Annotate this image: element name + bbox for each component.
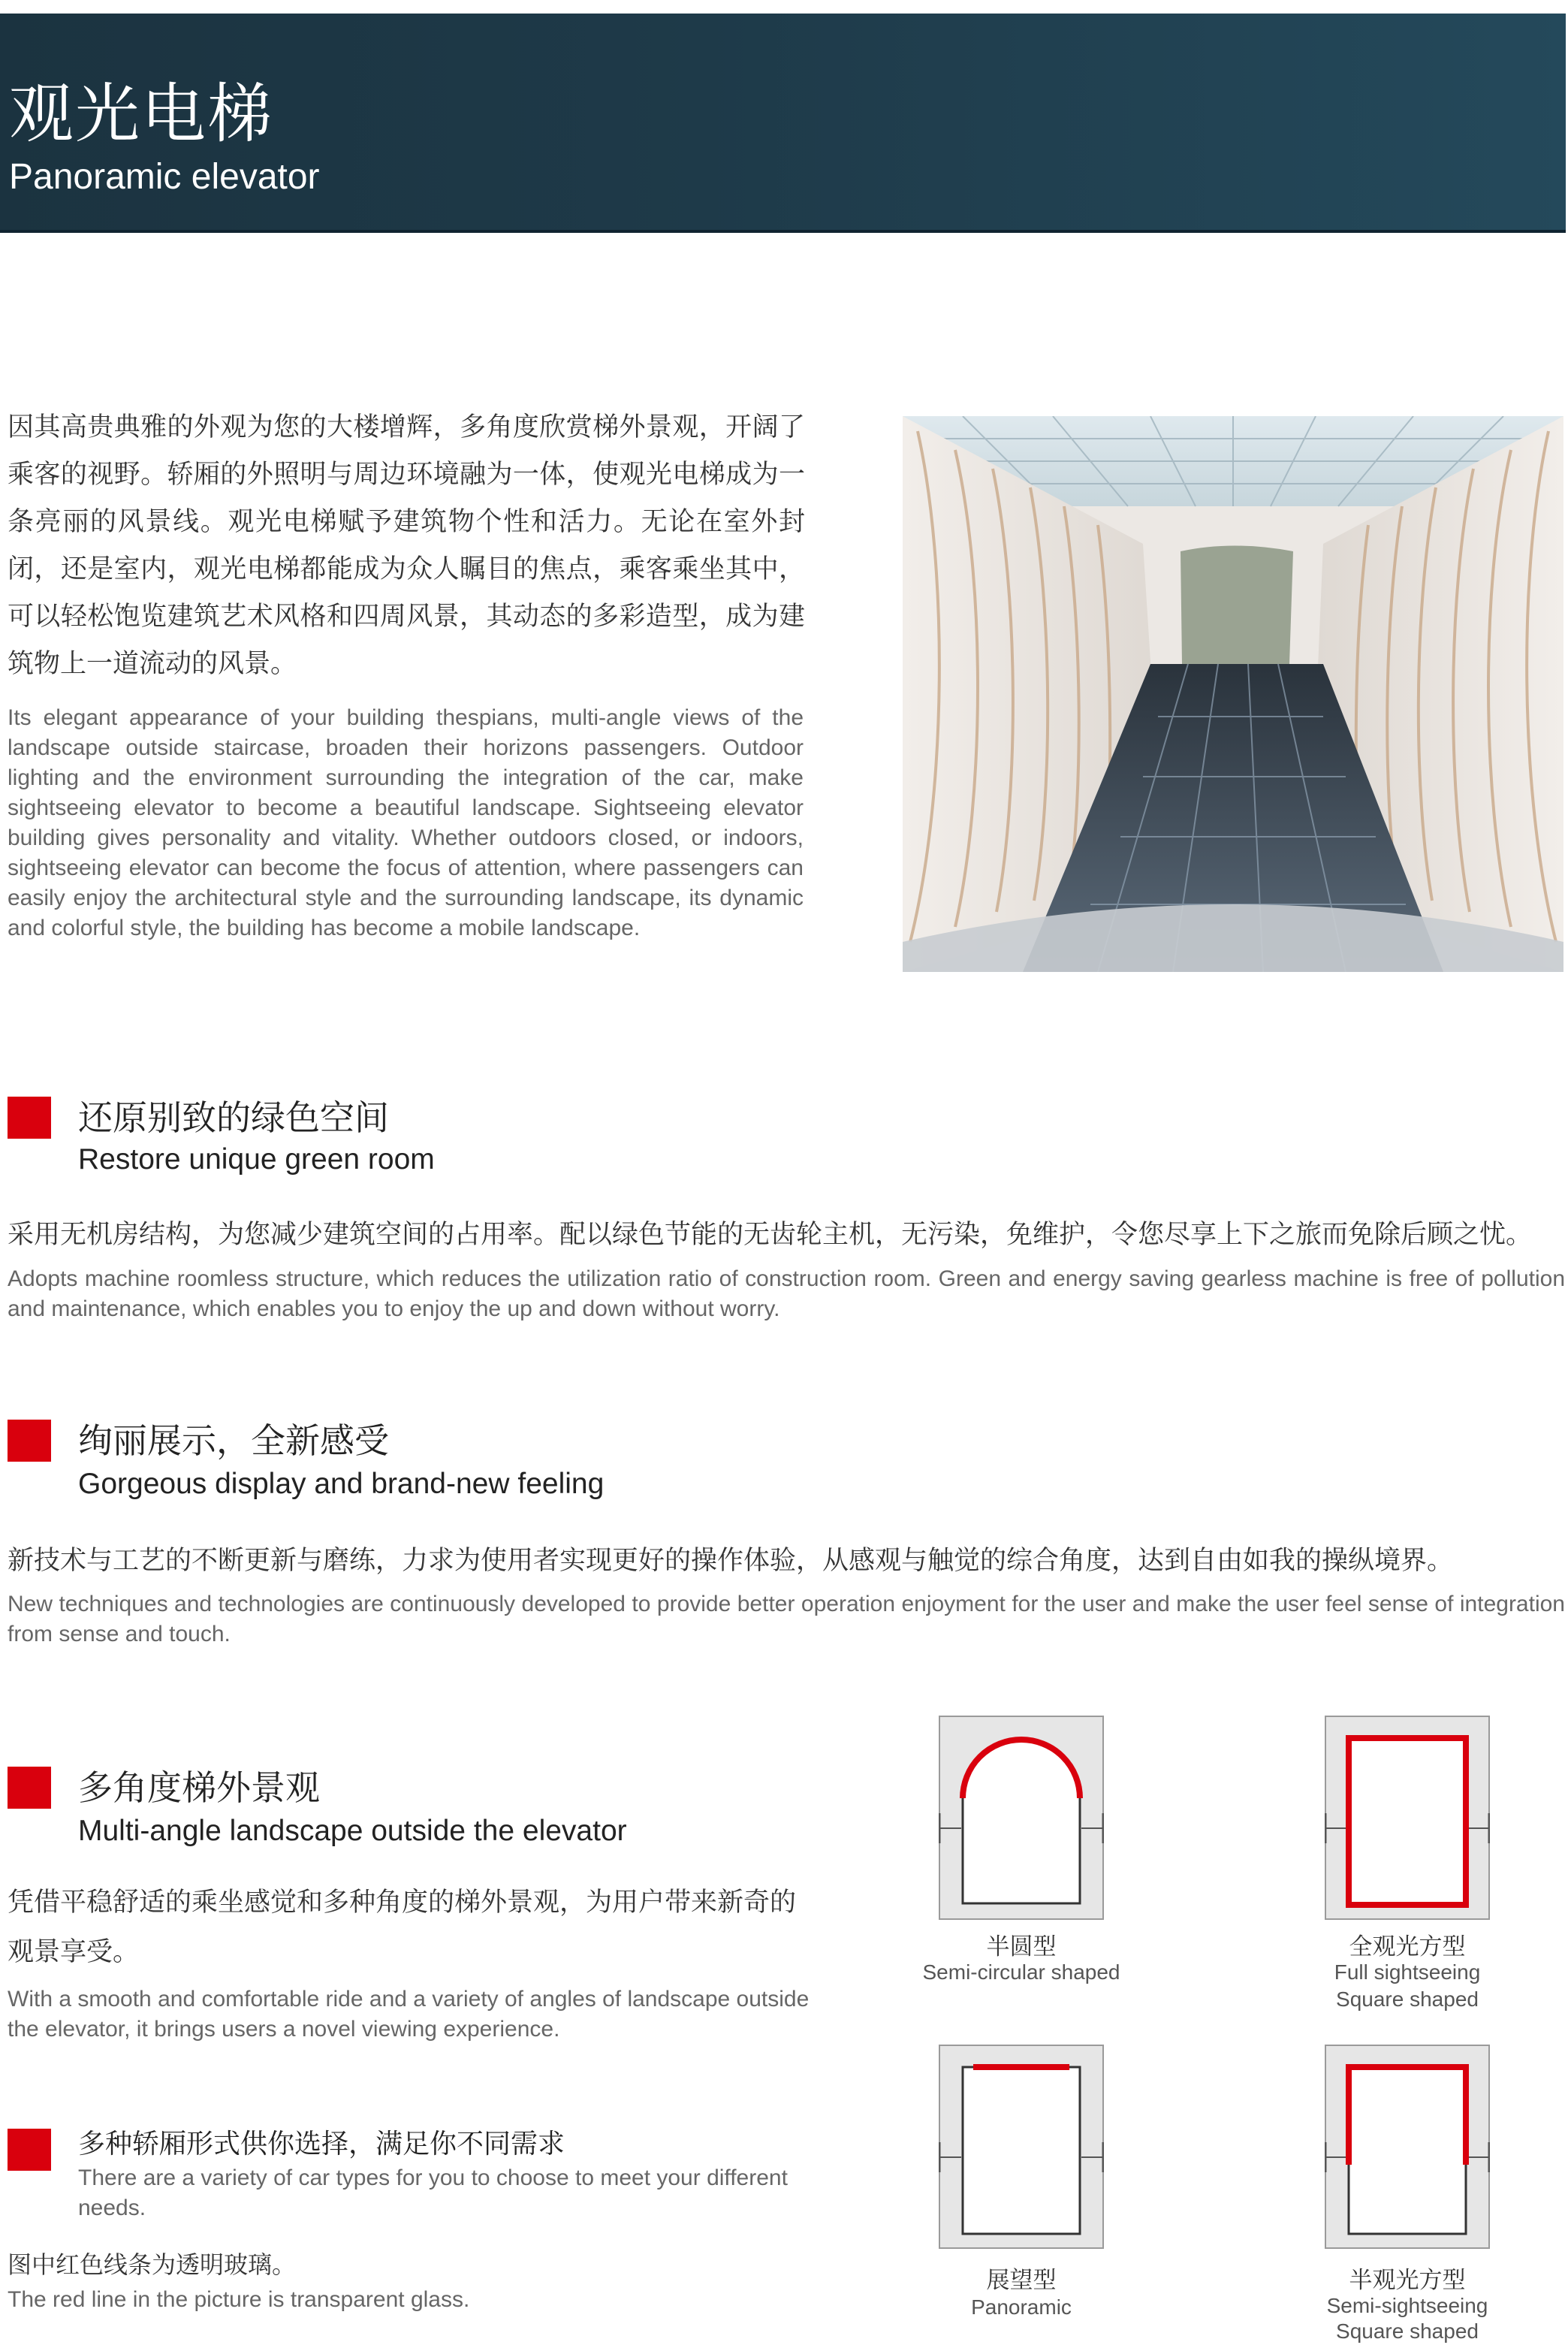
section-marker — [8, 1097, 51, 1139]
car-type-label-cn: 半圆型 — [986, 1933, 1057, 1960]
intro-text-en: Its elegant appearance of your building thespians, multi-angle views of the landscape outside staircase, broaden their horizons passengers. Outdoor lighting and the environment surrounding the integration of the car, make sightseeing elevator to become a beautiful landscape. Sightseeing elevator building gives personality and vitality. Whether outdoors closed, or indoors, sightseeing elevator can become the focus of attention, where passengers can easily enjoy the architectural style and the surrounding landscape, its dynamic and colorful style, the building has become a mobile landscape. — [8, 705, 804, 940]
section-title-cn: 多角度梯外景观 — [78, 1767, 320, 1808]
note-en: The red line in the picture is transparent glass. — [8, 2287, 470, 2312]
car-type-label-en: Semi-sightseeing — [1326, 2294, 1488, 2317]
car-type-label-cn: 半观光方型 — [1349, 2267, 1466, 2294]
section-body-cn: 新技术与工艺的不断更新与磨练，力求为使用者实现更好的操作体验，从感观与触觉的综合角度，达到自由如我的操纵境界。 — [8, 1546, 1454, 1576]
section-marker — [8, 1767, 51, 1809]
car-type-label-en-2: Square shaped — [1336, 2319, 1479, 2343]
section-body-cn: 采用无机房结构，为您减少建筑空间的占用率。配以绿色节能的无齿轮主机，无污染，免维护，令您尽享上下之旅而免除后顾之忧。 — [8, 1220, 1533, 1250]
section-title-cn: 绚丽展示，全新感受 — [78, 1420, 389, 1461]
section-marker — [8, 1420, 51, 1462]
section-body-en: With a smooth and comfortable ride and a variety of angles of landscape outside the elevator, it brings users a novel viewing experience. — [8, 1987, 810, 2042]
car-type-label-cn: 展望型 — [986, 2267, 1057, 2294]
car-type-label-cn: 全观光方型 — [1349, 1933, 1466, 1960]
elevator-shaft-photo — [903, 416, 1563, 972]
section-body-en: New techniques and technologies are continuously developed to provide better operation enjoyment for the user and make the user feel sense of integration from sense and touch. — [8, 1592, 1565, 1646]
section-title-en: Restore unique green room — [78, 1143, 435, 1176]
car-type-label-en: Panoramic — [971, 2295, 1072, 2319]
section-title-en: There are a variety of car types for you to choose to meet your different needs. — [78, 2165, 788, 2220]
section-body-en: Adopts machine roomless structure, which reduces the utilization ratio of construction room. Green and energy saving gearless machine is free of pollution and maintenance, which enables you to enjoy the up and down without worry. — [8, 1266, 1565, 1321]
full-sightseeing-car-diagram — [1325, 1716, 1490, 1920]
section-marker — [8, 2129, 51, 2171]
panoramic-car-diagram — [939, 2045, 1104, 2249]
car-type-label-en: Semi-circular shaped — [922, 1960, 1120, 1984]
note-cn: 图中红色线条为透明玻璃。 — [8, 2250, 297, 2279]
page-title: 观光电梯 — [9, 77, 273, 152]
car-type-label-en-2: Square shaped — [1336, 1987, 1479, 2011]
section-title-cn: 多种轿厢形式供你选择，满足你不同需求 — [78, 2129, 565, 2159]
section-title-en: Gorgeous display and brand-new feeling — [78, 1468, 605, 1500]
section-title-en: Multi-angle landscape outside the elevator — [78, 1815, 627, 1847]
page-subtitle: Panoramic elevator — [9, 157, 320, 197]
semi-sightseeing-car-diagram — [1325, 2045, 1490, 2249]
intro-text-cn: 因其高贵典雅的外观为您的大楼增辉，多角度欣赏梯外景观，开阔了乘客的视野。轿厢的外照明与周边环境融为一体，使观光电梯成为一条亮丽的风景线。观光电梯赋予建筑物个性和活力。无论在室外封闭，还是室内，观光电梯都能成为众人瞩目的焦点，乘客乘坐其中，可以轻松饱览建筑艺术风格和四周风景，其动态的多彩造型，成为建筑物上一道流动的风景。 — [8, 412, 805, 679]
car-type-label-en: Full sightseeing — [1334, 1960, 1481, 1984]
semi-circular-car-diagram — [939, 1716, 1104, 1920]
section-body-cn: 凭借平稳舒适的乘坐感觉和多种角度的梯外景观，为用户带来新奇的观景享受。 — [8, 1888, 797, 1967]
section-title-cn: 还原别致的绿色空间 — [78, 1097, 389, 1138]
page-header — [0, 14, 1566, 233]
